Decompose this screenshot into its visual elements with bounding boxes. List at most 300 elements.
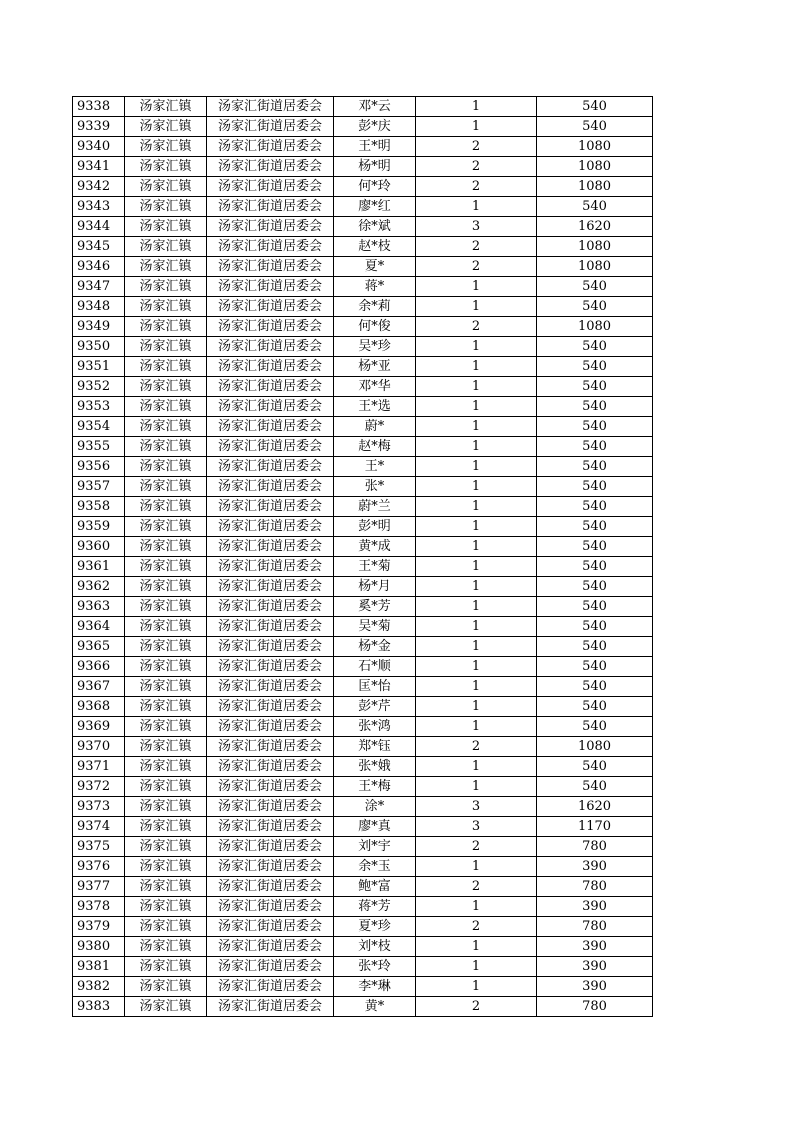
town-cell: 汤家汇镇 [125,617,207,637]
count-cell: 2 [416,157,537,177]
row-number-cell: 9363 [73,597,125,617]
name-cell: 蔚* [334,417,416,437]
amount-cell: 540 [537,417,653,437]
count-cell: 3 [416,797,537,817]
committee-cell: 汤家汇街道居委会 [207,657,334,677]
town-cell: 汤家汇镇 [125,677,207,697]
table-row [73,717,653,737]
amount-cell: 540 [537,397,653,417]
name-cell: 张*鸿 [334,717,416,737]
name-cell: 刘*枝 [334,937,416,957]
roster-table-body [73,97,653,1017]
name-cell: 夏* [334,257,416,277]
name-cell: 杨*亚 [334,357,416,377]
town-cell: 汤家汇镇 [125,237,207,257]
row-number-cell: 9347 [73,277,125,297]
table-row [73,957,653,977]
count-cell: 1 [416,777,537,797]
row-number-cell: 9340 [73,137,125,157]
table-row [73,397,653,417]
committee-cell: 汤家汇街道居委会 [207,237,334,257]
name-cell: 何*玲 [334,177,416,197]
town-cell: 汤家汇镇 [125,817,207,837]
count-cell: 1 [416,477,537,497]
table-row [73,497,653,517]
table-row [73,997,653,1017]
committee-cell: 汤家汇街道居委会 [207,317,334,337]
name-cell: 彭*芹 [334,697,416,717]
table-row [73,437,653,457]
committee-cell: 汤家汇街道居委会 [207,197,334,217]
row-number-cell: 9349 [73,317,125,337]
amount-cell: 1080 [537,237,653,257]
row-number-cell: 9375 [73,837,125,857]
row-number-cell: 9351 [73,357,125,377]
amount-cell: 540 [537,457,653,477]
table-row [73,817,653,837]
table-row [73,617,653,637]
name-cell: 廖*红 [334,197,416,217]
table-row [73,637,653,657]
committee-cell: 汤家汇街道居委会 [207,617,334,637]
town-cell: 汤家汇镇 [125,957,207,977]
committee-cell: 汤家汇街道居委会 [207,337,334,357]
name-cell: 蒋* [334,277,416,297]
committee-cell: 汤家汇街道居委会 [207,957,334,977]
table-row [73,517,653,537]
amount-cell: 540 [537,517,653,537]
name-cell: 黄* [334,997,416,1017]
table-row [73,297,653,317]
table-row [73,697,653,717]
committee-cell: 汤家汇街道居委会 [207,637,334,657]
table-row [73,677,653,697]
name-cell: 彭*庆 [334,117,416,137]
count-cell: 1 [416,617,537,637]
amount-cell: 390 [537,897,653,917]
table-row [73,97,653,117]
town-cell: 汤家汇镇 [125,737,207,757]
count-cell: 1 [416,377,537,397]
amount-cell: 540 [537,557,653,577]
amount-cell: 540 [537,777,653,797]
row-number-cell: 9370 [73,737,125,757]
row-number-cell: 9338 [73,97,125,117]
count-cell: 1 [416,937,537,957]
name-cell: 王*明 [334,137,416,157]
count-cell: 1 [416,117,537,137]
committee-cell: 汤家汇街道居委会 [207,777,334,797]
town-cell: 汤家汇镇 [125,597,207,617]
name-cell: 黄*成 [334,537,416,557]
count-cell: 1 [416,757,537,777]
count-cell: 2 [416,237,537,257]
count-cell: 1 [416,597,537,617]
amount-cell: 540 [537,617,653,637]
row-number-cell: 9353 [73,397,125,417]
town-cell: 汤家汇镇 [125,297,207,317]
town-cell: 汤家汇镇 [125,757,207,777]
row-number-cell: 9365 [73,637,125,657]
committee-cell: 汤家汇街道居委会 [207,157,334,177]
count-cell: 1 [416,897,537,917]
row-number-cell: 9371 [73,757,125,777]
row-number-cell: 9368 [73,697,125,717]
committee-cell: 汤家汇街道居委会 [207,97,334,117]
row-number-cell: 9367 [73,677,125,697]
amount-cell: 540 [537,657,653,677]
town-cell: 汤家汇镇 [125,857,207,877]
table-row [73,217,653,237]
row-number-cell: 9366 [73,657,125,677]
amount-cell: 540 [537,117,653,137]
amount-cell: 1620 [537,797,653,817]
count-cell: 1 [416,197,537,217]
row-number-cell: 9339 [73,117,125,137]
committee-cell: 汤家汇街道居委会 [207,997,334,1017]
town-cell: 汤家汇镇 [125,777,207,797]
town-cell: 汤家汇镇 [125,997,207,1017]
row-number-cell: 9379 [73,917,125,937]
amount-cell: 780 [537,997,653,1017]
row-number-cell: 9380 [73,937,125,957]
amount-cell: 1080 [537,317,653,337]
row-number-cell: 9346 [73,257,125,277]
table-row [73,257,653,277]
committee-cell: 汤家汇街道居委会 [207,757,334,777]
count-cell: 1 [416,397,537,417]
town-cell: 汤家汇镇 [125,557,207,577]
count-cell: 2 [416,997,537,1017]
name-cell: 张* [334,477,416,497]
name-cell: 余*莉 [334,297,416,317]
name-cell: 杨*金 [334,637,416,657]
amount-cell: 1620 [537,217,653,237]
name-cell: 廖*真 [334,817,416,837]
town-cell: 汤家汇镇 [125,257,207,277]
row-number-cell: 9343 [73,197,125,217]
count-cell: 1 [416,337,537,357]
count-cell: 1 [416,357,537,377]
town-cell: 汤家汇镇 [125,837,207,857]
row-number-cell: 9372 [73,777,125,797]
name-cell: 王*梅 [334,777,416,797]
count-cell: 2 [416,137,537,157]
amount-cell: 390 [537,977,653,997]
committee-cell: 汤家汇街道居委会 [207,277,334,297]
amount-cell: 780 [537,917,653,937]
count-cell: 2 [416,317,537,337]
committee-cell: 汤家汇街道居委会 [207,137,334,157]
town-cell: 汤家汇镇 [125,397,207,417]
count-cell: 3 [416,817,537,837]
name-cell: 吴*珍 [334,337,416,357]
amount-cell: 540 [537,637,653,657]
amount-cell: 540 [537,437,653,457]
table-row [73,897,653,917]
town-cell: 汤家汇镇 [125,697,207,717]
amount-cell: 540 [537,597,653,617]
row-number-cell: 9377 [73,877,125,897]
amount-cell: 1080 [537,177,653,197]
town-cell: 汤家汇镇 [125,97,207,117]
row-number-cell: 9369 [73,717,125,737]
committee-cell: 汤家汇街道居委会 [207,577,334,597]
committee-cell: 汤家汇街道居委会 [207,717,334,737]
row-number-cell: 9362 [73,577,125,597]
row-number-cell: 9378 [73,897,125,917]
table-row [73,917,653,937]
count-cell: 2 [416,177,537,197]
amount-cell: 390 [537,957,653,977]
count-cell: 1 [416,717,537,737]
committee-cell: 汤家汇街道居委会 [207,817,334,837]
table-row [73,737,653,757]
table-row [73,877,653,897]
town-cell: 汤家汇镇 [125,177,207,197]
table-row [73,457,653,477]
table-row [73,837,653,857]
row-number-cell: 9341 [73,157,125,177]
name-cell: 邓*云 [334,97,416,117]
row-number-cell: 9344 [73,217,125,237]
row-number-cell: 9359 [73,517,125,537]
row-number-cell: 9348 [73,297,125,317]
name-cell: 王*选 [334,397,416,417]
town-cell: 汤家汇镇 [125,417,207,437]
count-cell: 1 [416,537,537,557]
count-cell: 3 [416,217,537,237]
row-number-cell: 9373 [73,797,125,817]
town-cell: 汤家汇镇 [125,497,207,517]
town-cell: 汤家汇镇 [125,337,207,357]
count-cell: 2 [416,257,537,277]
name-cell: 彭*明 [334,517,416,537]
count-cell: 1 [416,577,537,597]
name-cell: 杨*月 [334,577,416,597]
count-cell: 1 [416,457,537,477]
name-cell: 匡*怡 [334,677,416,697]
amount-cell: 390 [537,857,653,877]
name-cell: 奚*芳 [334,597,416,617]
row-number-cell: 9355 [73,437,125,457]
table-row [73,797,653,817]
committee-cell: 汤家汇街道居委会 [207,177,334,197]
committee-cell: 汤家汇街道居委会 [207,497,334,517]
committee-cell: 汤家汇街道居委会 [207,937,334,957]
name-cell: 王* [334,457,416,477]
name-cell: 石*顺 [334,657,416,677]
count-cell: 1 [416,977,537,997]
count-cell: 1 [416,857,537,877]
town-cell: 汤家汇镇 [125,117,207,137]
table-row [73,177,653,197]
name-cell: 蒋*芳 [334,897,416,917]
amount-cell: 540 [537,197,653,217]
town-cell: 汤家汇镇 [125,317,207,337]
committee-cell: 汤家汇街道居委会 [207,697,334,717]
town-cell: 汤家汇镇 [125,477,207,497]
town-cell: 汤家汇镇 [125,137,207,157]
count-cell: 1 [416,417,537,437]
row-number-cell: 9354 [73,417,125,437]
count-cell: 1 [416,517,537,537]
committee-cell: 汤家汇街道居委会 [207,257,334,277]
count-cell: 1 [416,637,537,657]
name-cell: 吴*菊 [334,617,416,637]
row-number-cell: 9360 [73,537,125,557]
amount-cell: 540 [537,337,653,357]
committee-cell: 汤家汇街道居委会 [207,597,334,617]
committee-cell: 汤家汇街道居委会 [207,557,334,577]
name-cell: 鲍*富 [334,877,416,897]
count-cell: 2 [416,737,537,757]
count-cell: 1 [416,697,537,717]
table-row [73,577,653,597]
committee-cell: 汤家汇街道居委会 [207,417,334,437]
committee-cell: 汤家汇街道居委会 [207,477,334,497]
town-cell: 汤家汇镇 [125,577,207,597]
table-row [73,117,653,137]
amount-cell: 780 [537,837,653,857]
row-number-cell: 9357 [73,477,125,497]
table-row [73,237,653,257]
row-number-cell: 9374 [73,817,125,837]
amount-cell: 540 [537,277,653,297]
town-cell: 汤家汇镇 [125,217,207,237]
committee-cell: 汤家汇街道居委会 [207,397,334,417]
town-cell: 汤家汇镇 [125,357,207,377]
table-row [73,557,653,577]
count-cell: 2 [416,877,537,897]
name-cell: 涂* [334,797,416,817]
committee-cell: 汤家汇街道居委会 [207,217,334,237]
committee-cell: 汤家汇街道居委会 [207,117,334,137]
table-row [73,157,653,177]
count-cell: 1 [416,437,537,457]
name-cell: 徐*斌 [334,217,416,237]
row-number-cell: 9342 [73,177,125,197]
amount-cell: 540 [537,537,653,557]
town-cell: 汤家汇镇 [125,537,207,557]
table-row [73,857,653,877]
row-number-cell: 9382 [73,977,125,997]
name-cell: 邓*华 [334,377,416,397]
amount-cell: 1080 [537,257,653,277]
committee-cell: 汤家汇街道居委会 [207,437,334,457]
table-row [73,317,653,337]
count-cell: 1 [416,677,537,697]
count-cell: 2 [416,917,537,937]
name-cell: 何*俊 [334,317,416,337]
table-row [73,597,653,617]
town-cell: 汤家汇镇 [125,977,207,997]
town-cell: 汤家汇镇 [125,197,207,217]
table-row [73,937,653,957]
name-cell: 余*玉 [334,857,416,877]
amount-cell: 540 [537,717,653,737]
count-cell: 1 [416,97,537,117]
amount-cell: 1170 [537,817,653,837]
town-cell: 汤家汇镇 [125,897,207,917]
town-cell: 汤家汇镇 [125,657,207,677]
table-row [73,977,653,997]
committee-cell: 汤家汇街道居委会 [207,797,334,817]
amount-cell: 780 [537,877,653,897]
table-row [73,757,653,777]
amount-cell: 1080 [537,737,653,757]
town-cell: 汤家汇镇 [125,277,207,297]
town-cell: 汤家汇镇 [125,517,207,537]
row-number-cell: 9358 [73,497,125,517]
amount-cell: 540 [537,577,653,597]
committee-cell: 汤家汇街道居委会 [207,677,334,697]
table-row [73,777,653,797]
count-cell: 1 [416,497,537,517]
row-number-cell: 9356 [73,457,125,477]
table-row [73,537,653,557]
amount-cell: 540 [537,677,653,697]
row-number-cell: 9376 [73,857,125,877]
row-number-cell: 9361 [73,557,125,577]
committee-cell: 汤家汇街道居委会 [207,977,334,997]
table-row [73,337,653,357]
town-cell: 汤家汇镇 [125,157,207,177]
committee-cell: 汤家汇街道居委会 [207,357,334,377]
name-cell: 赵*枝 [334,237,416,257]
name-cell: 赵*梅 [334,437,416,457]
count-cell: 1 [416,277,537,297]
name-cell: 张*玲 [334,957,416,977]
town-cell: 汤家汇镇 [125,457,207,477]
name-cell: 刘*宇 [334,837,416,857]
committee-cell: 汤家汇街道居委会 [207,857,334,877]
roster-table [72,96,653,1017]
name-cell: 蔚*兰 [334,497,416,517]
count-cell: 1 [416,957,537,977]
committee-cell: 汤家汇街道居委会 [207,897,334,917]
committee-cell: 汤家汇街道居委会 [207,517,334,537]
name-cell: 李*琳 [334,977,416,997]
table-row [73,477,653,497]
amount-cell: 540 [537,757,653,777]
count-cell: 1 [416,297,537,317]
name-cell: 张*娥 [334,757,416,777]
row-number-cell: 9350 [73,337,125,357]
table-row [73,377,653,397]
town-cell: 汤家汇镇 [125,717,207,737]
town-cell: 汤家汇镇 [125,937,207,957]
table-row [73,197,653,217]
name-cell: 杨*明 [334,157,416,177]
amount-cell: 540 [537,497,653,517]
table-row [73,417,653,437]
row-number-cell: 9383 [73,997,125,1017]
town-cell: 汤家汇镇 [125,797,207,817]
amount-cell: 540 [537,377,653,397]
amount-cell: 540 [537,97,653,117]
committee-cell: 汤家汇街道居委会 [207,737,334,757]
town-cell: 汤家汇镇 [125,877,207,897]
committee-cell: 汤家汇街道居委会 [207,917,334,937]
name-cell: 夏*珍 [334,917,416,937]
amount-cell: 540 [537,357,653,377]
table-row [73,277,653,297]
amount-cell: 540 [537,477,653,497]
table-row [73,657,653,677]
committee-cell: 汤家汇街道居委会 [207,837,334,857]
row-number-cell: 9364 [73,617,125,637]
